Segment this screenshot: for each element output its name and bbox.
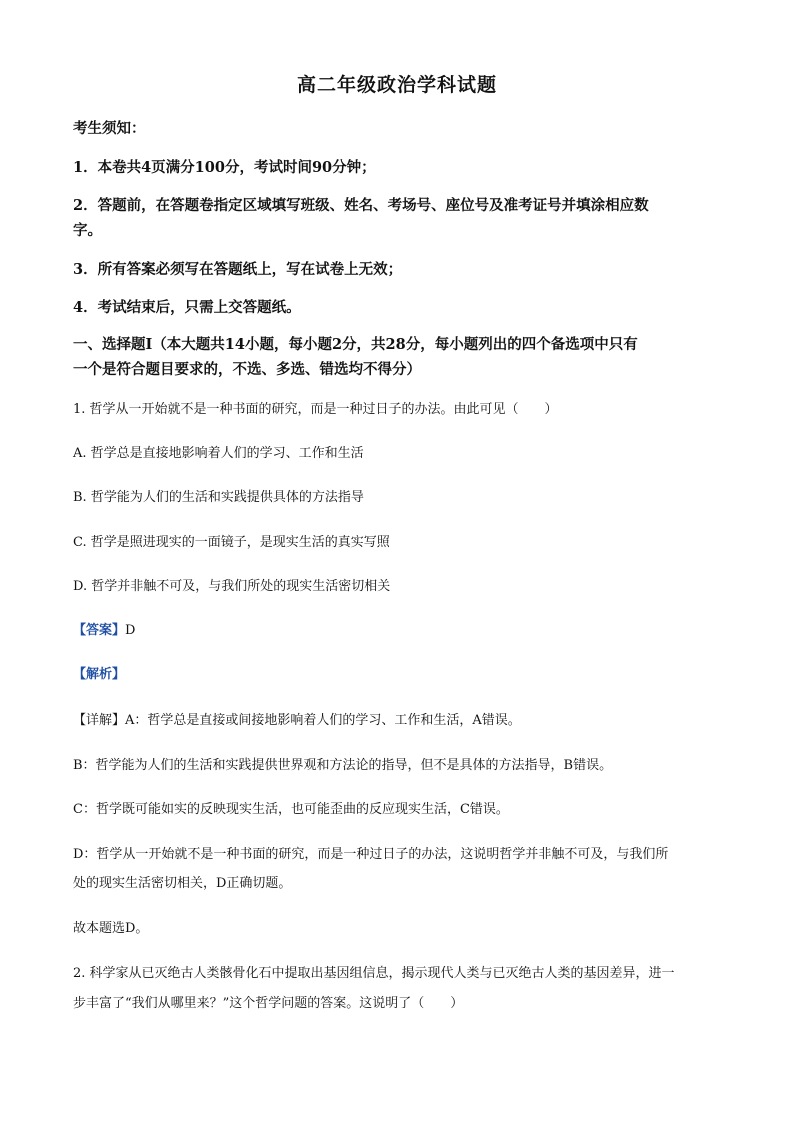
- page-title: 高二年级政治学科试题: [296, 74, 497, 96]
- question-1-option-b: B. 哲学能为人们的生活和实践提供具体的方法指导: [73, 490, 364, 505]
- question-1-option-a: A. 哲学总是直接地影响着人们的学习、工作和生活: [73, 446, 364, 461]
- notice-item-2: 2．答题前，在答题卷指定区域填写班级、姓名、考场号、座位号及准考证号并填涂相应数: [73, 197, 649, 214]
- answer-line: [73, 620, 723, 642]
- detail-c-line: C：哲学既可能如实的反映现实生活，也可能歪曲的反应现实生活，C错误。: [73, 802, 509, 817]
- question-1-option-c: C. 哲学是照进现实的一面镜子，是现实生活的真实写照: [73, 535, 390, 550]
- detail-a-line: [73, 710, 723, 732]
- question-1-stem: 1. 哲学从一开始就不是一种书面的研究，而是一种过日子的办法。由此可见（ ）: [73, 402, 558, 417]
- question-2-stem: 2. 科学家从已灭绝古人类骸骨化石中提取出基因组信息，揭示现代人类与已灭绝古人类的基因差异，进一: [73, 966, 675, 981]
- section-heading-cont: 一个是符合题目要求的，不选、多选、错选均不得分）: [73, 361, 421, 378]
- detail-d-line: D：哲学从一开始就不是一种书面的研究，而是一种过日子的办法，这说明哲学并非触不可及，与我们所: [73, 847, 669, 862]
- analysis-tag: 【解析】: [73, 667, 126, 682]
- notice-heading: 考生须知：: [73, 120, 146, 137]
- answer-tag: 【答案】: [73, 623, 126, 638]
- notice-item-3: 3．所有答案必须写在答题纸上，写在试卷上无效；: [73, 261, 403, 278]
- detail-tag: 【详解】: [73, 713, 126, 728]
- question-2-stem-cont: 步丰富了“我们从哪里来？”这个哲学问题的答案。这说明了（ ）: [73, 996, 464, 1011]
- conclusion-line: 故本题选D。: [73, 921, 149, 936]
- detail-b-line: B：哲学能为人们的生活和实践提供世界观和方法论的指导，但不是具体的方法指导，B错误。: [73, 758, 613, 773]
- notice-item-4: 4．考试结束后，只需上交答题纸。: [73, 299, 301, 316]
- notice-item-1: 1．本卷共4页满分100分，考试时间90分钟；: [73, 159, 376, 176]
- notice-item-2-cont: 字。: [73, 222, 102, 239]
- question-1-option-d: D. 哲学并非触不可及，与我们所处的现实生活密切相关: [73, 579, 391, 594]
- answer-value: D: [125, 623, 136, 638]
- section-heading: 一、选择题Ⅰ（本大题共14小题，每小题2分，共28分，每小题列出的四个备选项中只有: [73, 336, 638, 353]
- analysis-line: [73, 664, 723, 686]
- detail-d-line-cont: 处的现实生活密切相关，D正确切题。: [73, 876, 292, 891]
- detail-a-text: A：哲学总是直接或间接地影响着人们的学习、工作和生活，A错误。: [125, 713, 521, 728]
